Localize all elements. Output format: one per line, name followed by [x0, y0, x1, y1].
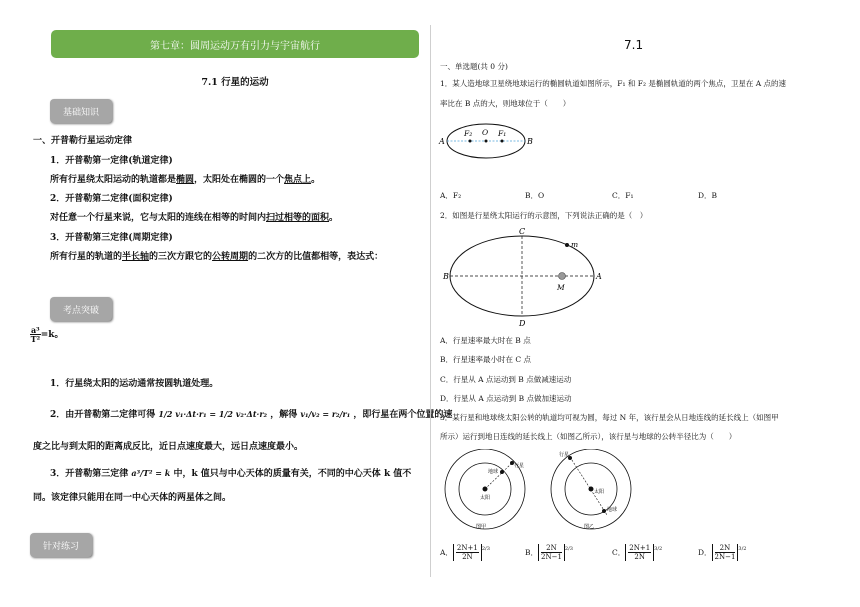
- formula-speed-ratio: v₁/v₂ = r₂/r₁: [300, 409, 351, 419]
- q2-option-c[interactable]: C．行星从 A 点运动到 B 点做减速运动: [440, 375, 572, 384]
- point-1: 1．行星绕太阳的运动通常按圆轨道处理。: [50, 379, 219, 389]
- fig-label: A: [439, 137, 445, 146]
- q1-option-b[interactable]: B．O: [525, 191, 545, 200]
- fig-label: 行星: [514, 463, 525, 469]
- q3-option-a[interactable]: A． $\frac{2N+1}{2N}$ $^{2/3}$: [440, 544, 490, 561]
- sun-icon: [559, 273, 566, 280]
- q2-option-d[interactable]: D．行星从 A 点运动到 B 点做加速运动: [440, 394, 572, 403]
- fig-label: m: [571, 240, 579, 249]
- point-3-line1: 3．开普勒第三定律 a³/T² = k 中，k 值只与中心天体的质量有关，不同的中心天体 k 值不: [50, 468, 412, 479]
- q1-option-a[interactable]: A．F₂: [440, 191, 462, 200]
- law3-title: 3．开普勒第三定律(周期定律): [50, 233, 173, 243]
- sun-icon: [589, 487, 594, 492]
- section-heading: 一、开普勒行星运动定律: [33, 136, 133, 146]
- law1-title: 1．开普勒第一定律(轨道定律): [50, 156, 173, 166]
- q2-text: 2．如图是行星绕太阳运行的示意图，下列说法正确的是（ ）: [440, 211, 648, 220]
- fig-label: 太阳: [594, 489, 605, 495]
- q3-option-d[interactable]: D． $\frac{2N}{2N-1}$ $^{3/2}$: [698, 544, 747, 561]
- law2-text: 对任意一个行星来说，它与太阳的连线在相等的时间内扫过相等的面积。: [50, 213, 339, 223]
- fig-label: 太阳: [480, 495, 491, 501]
- column-divider: [430, 25, 431, 577]
- law2-title: 2．开普勒第二定律(面积定律): [50, 194, 173, 204]
- q1-option-c[interactable]: C．F₁: [612, 191, 634, 200]
- q3-text-line2: 所示）运行到地日连线的延长线上（如图乙所示），该行星与地球的公转半径比为（ ）: [440, 432, 737, 441]
- practice-button[interactable]: 针对练习: [30, 533, 92, 557]
- fig-label: D: [519, 319, 526, 328]
- fig-label: B: [527, 137, 533, 146]
- fig-label: 地球: [488, 469, 499, 475]
- q3-option-c[interactable]: C． $\frac{2N+1}{2N}$ $^{3/2}$: [612, 544, 663, 561]
- q2-option-b[interactable]: B．行星速率最小时在 C 点: [440, 355, 532, 364]
- section-subtitle: 7.1 行星的运动: [201, 77, 269, 88]
- point-2-line1: 2．由开普勒第二定律可得 1/2 v₁·Δt·r₁ = 1/2 v₂·Δt·r₂ ，解得 v₁/v₂ = r₂/r₁ ，即行星在两个位置的速: [50, 409, 453, 420]
- q3-text-line1: 3．某行星和地球绕太阳公转的轨道均可视为圆，每过 N 年，该行星会从日地连线的延长线上（如图甲: [440, 413, 779, 422]
- q1-text-line2: 率比在 B 点的大，则地球位于（ ）: [440, 99, 571, 108]
- fig-label: F₂: [464, 129, 473, 138]
- q1-text-line1: 1．某人造地球卫星绕地球运行的椭圆轨道如图所示，F₁ 和 F₂ 是椭圆轨道的两个焦点，卫星在 A 点的速: [440, 79, 787, 88]
- page-title: 7.1: [624, 38, 644, 52]
- kepler-formula: $\frac{\text{a³}}{\text{T²}}$ =k。: [30, 325, 64, 344]
- law1-text: 所有行星绕太阳运动的轨道都是椭圆，太阳处在椭圆的一个焦点上。: [50, 175, 321, 185]
- q2-orbit-figure: [440, 228, 605, 328]
- fig-label: 图乙: [584, 524, 595, 530]
- earth-icon: [500, 470, 504, 474]
- point-3-line2: 同。该定律只能用在同一中心天体的两星体之间。: [33, 493, 232, 503]
- exam-points-button[interactable]: 考点突破: [50, 297, 112, 321]
- question-section: 一、单选题(共 0 分): [440, 62, 508, 71]
- q3-figure-jia: [436, 449, 536, 531]
- fig-label: F₁: [498, 129, 507, 138]
- q1-option-d[interactable]: D．B: [698, 191, 718, 200]
- q3-option-b[interactable]: B． $\frac{2N}{2N-1}$ $^{2/3}$: [525, 544, 573, 561]
- chapter-banner: 第七章：圆周运动万有引力与宇宙航行: [51, 30, 419, 58]
- q1-ellipse-figure: [436, 122, 540, 166]
- fig-label: A: [596, 272, 602, 281]
- formula-areas: 1/2 v₁·Δt·r₁ = 1/2 v₂·Δt·r₂: [158, 409, 268, 419]
- planet-icon: [565, 243, 569, 247]
- fig-label: B: [443, 272, 449, 281]
- fig-label: M: [557, 283, 565, 292]
- fig-label: C: [519, 228, 526, 236]
- q3-figure-yi: [545, 449, 637, 531]
- formula-kepler3: a³/T² = k: [131, 468, 171, 478]
- fig-label: 地球: [607, 507, 618, 513]
- q2-option-a[interactable]: A．行星速率最大时在 B 点: [440, 336, 531, 345]
- fig-label: O: [482, 128, 489, 137]
- fig-label: 图甲: [476, 524, 487, 530]
- point-2-line2: 度之比与到太阳的距离成反比，近日点速度最大，远日点速度最小。: [33, 442, 304, 452]
- basic-knowledge-button[interactable]: 基础知识: [50, 99, 112, 123]
- fig-label: 行星: [559, 452, 570, 458]
- sun-icon: [483, 487, 488, 492]
- law3-text: 所有行星的轨道的半长轴的三次方跟它的公转周期的二次方的比值都相等，表达式：: [50, 252, 384, 262]
- earth-icon: [602, 509, 606, 513]
